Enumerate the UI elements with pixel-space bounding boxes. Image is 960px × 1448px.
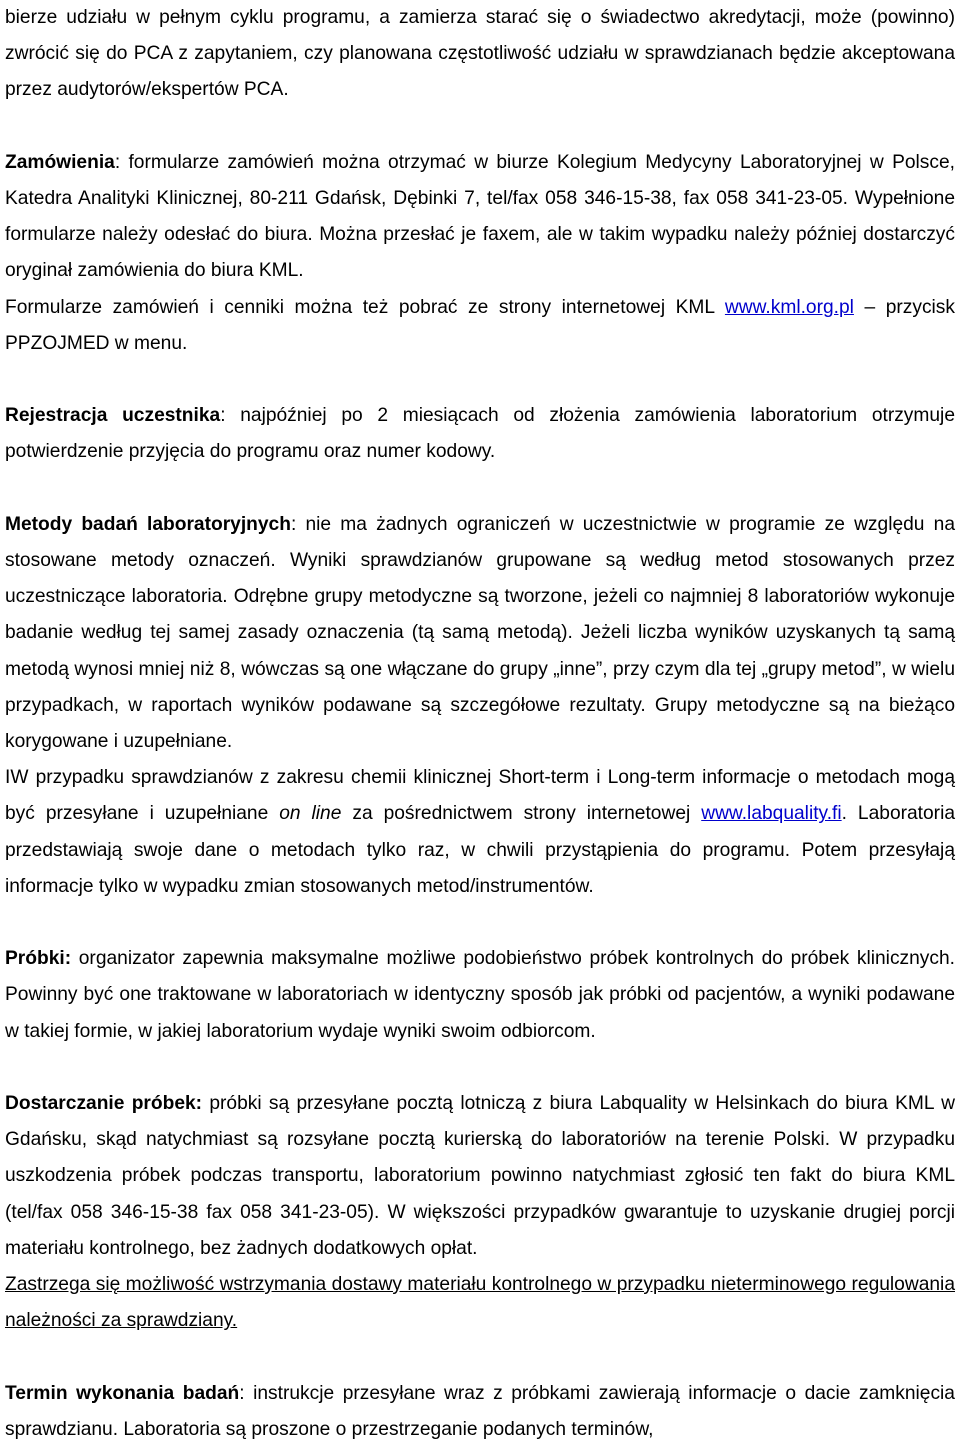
spacer <box>5 1050 955 1086</box>
delivery-paragraph <box>5 1086 955 1267</box>
registration-heading: Rejestracja uczestnika <box>5 405 221 427</box>
orders-heading: Zamówienia <box>5 151 115 173</box>
spacer <box>5 362 955 398</box>
labquality-website-link[interactable]: www.labquality.fi <box>701 803 842 825</box>
samples-text: organizator zapewnia maksymalne możliwe podobieństwo próbek kontrolnych do próbek klinicznych. Powinny być one traktowane w laboratoriach w identyczny sposób jak próbki od pacjentów, a wyniki podawane w takiej formie, w jakiej laboratorium wydaje wyniki swoim odbiorcom. <box>5 948 955 1042</box>
methods-online-paragraph <box>5 760 955 905</box>
delivery-warning-text: Zastrzega się możliwość wstrzymania dostawy materiału kontrolnego w przypadku nieterminowego regulowania należności za sprawdziany. <box>5 1274 955 1332</box>
deadline-heading: Termin wykonania badań <box>5 1382 240 1404</box>
methods-heading: Metody badań laboratoryjnych <box>5 513 291 535</box>
delivery-heading: Dostarczanie próbek: <box>5 1093 203 1115</box>
methods-online-text-a: IW przypadku sprawdzianów z zakresu chemii klinicznej Short-term i Long-term informacje o metodach mogą być przesyłane i uzupełniane <box>5 767 955 825</box>
samples-paragraph <box>5 941 955 1050</box>
intro-paragraph <box>5 0 955 109</box>
document-page <box>5 0 955 1448</box>
intro-text: bierze udziału w pełnym cyklu programu, a zamierza starać się o świadectwo akredytacji, może (powinno) zwrócić się do PCA z zapytaniem, czy planowana częstotliwość udziału w sprawdzianach będzie akceptowana przez audytorów/ekspertów PCA. <box>5 7 955 101</box>
orders-paragraph <box>5 145 955 290</box>
orders-text: : formularze zamówień można otrzymać w biurze Kolegium Medycyny Laboratoryjnej w Polsce, Katedra Analityki Klinicznej, 80-211 Gdańsk, Dębinki 7, tel/fax 058 346-15-38, fax 058 341-23-05. Wypełnione formularze należy odesłać do biura. Można przesłać je faxem, ale w takim wypadku należy później dostarczyć oryginał zamówienia do biura KML. <box>5 151 955 282</box>
kml-website-link[interactable]: www.kml.org.pl <box>724 296 854 318</box>
spacer <box>5 905 955 941</box>
spacer <box>5 109 955 145</box>
methods-text: : nie ma żadnych ograniczeń w uczestnictwie w programie ze względu na stosowane metody oznaczeń. Wyniki sprawdzianów grupowane są według metod stosowanych przez uczestniczące laboratoria. Odrębne grupy metodyczne są tworzone, jeżeli co najmniej 8 laboratoriów wykonuje badanie według tej samej zasady oznaczenia (tą samą metodą). Jeżeli liczba wyników uzyskanych tą samą metodą wynosi mniej niż 8, wówczas są one włączane do grupy „inne”, przy czym dla tej „grupy metod”, w wielu przypadkach, w raportach wyników podawane są szczegółowe rezultaty. Grupy metodyczne są na bieżąco korygowane i uzupełniane. <box>5 513 955 753</box>
online-italic: on line <box>279 803 342 825</box>
methods-paragraph <box>5 507 955 760</box>
orders-menu-text: – przycisk PPZOJMED w menu. <box>5 296 955 354</box>
orders-download-text: Formularze zamówień i cenniki można też pobrać ze strony internetowej KML <box>5 296 725 318</box>
spacer <box>5 471 955 507</box>
registration-paragraph <box>5 398 955 470</box>
methods-online-text-c: . Laboratoria przedstawiają swoje dane o metodach tylko raz, w chwili przystąpienia do programu. Potem przesyłają informacje tylko w wypadku zmian stosowanych metod/instrumentów. <box>5 803 955 897</box>
registration-text: : najpóźniej po 2 miesiącach od złożenia zamówienia laboratorium otrzymuje potwierdzenie przyjęcia do programu oraz numer kodowy. <box>5 405 955 463</box>
spacer <box>5 1339 955 1375</box>
samples-heading: Próbki: <box>5 948 72 970</box>
methods-online-text-b: za pośrednictwem strony internetowej <box>341 803 702 825</box>
orders-download-paragraph <box>5 290 955 362</box>
delivery-text: próbki są przesyłane pocztą lotniczą z biura Labquality w Helsinkach do biura KML w Gdańsku, skąd natychmiast są rozsyłane pocztą kurierską do laboratoriów na terenie Polski. W przypadku uszkodzenia próbek podczas transportu, laboratorium powinno natychmiast zgłosić ten fakt do biura KML (tel/fax 058 346-15-38 fax 058 341-23-05). W większości przypadków gwarantuje to uzyskanie drugiej porcji materiału kontrolnego, bez żadnych dodatkowych opłat. <box>5 1093 955 1259</box>
delivery-warning-paragraph <box>5 1267 955 1339</box>
deadline-text: : instrukcje przesyłane wraz z próbkami zawierają informacje o dacie zamknięcia sprawdzianu. Laboratoria są proszone o przestrzeganie podanych terminów, <box>5 1382 955 1440</box>
deadline-paragraph <box>5 1376 955 1448</box>
